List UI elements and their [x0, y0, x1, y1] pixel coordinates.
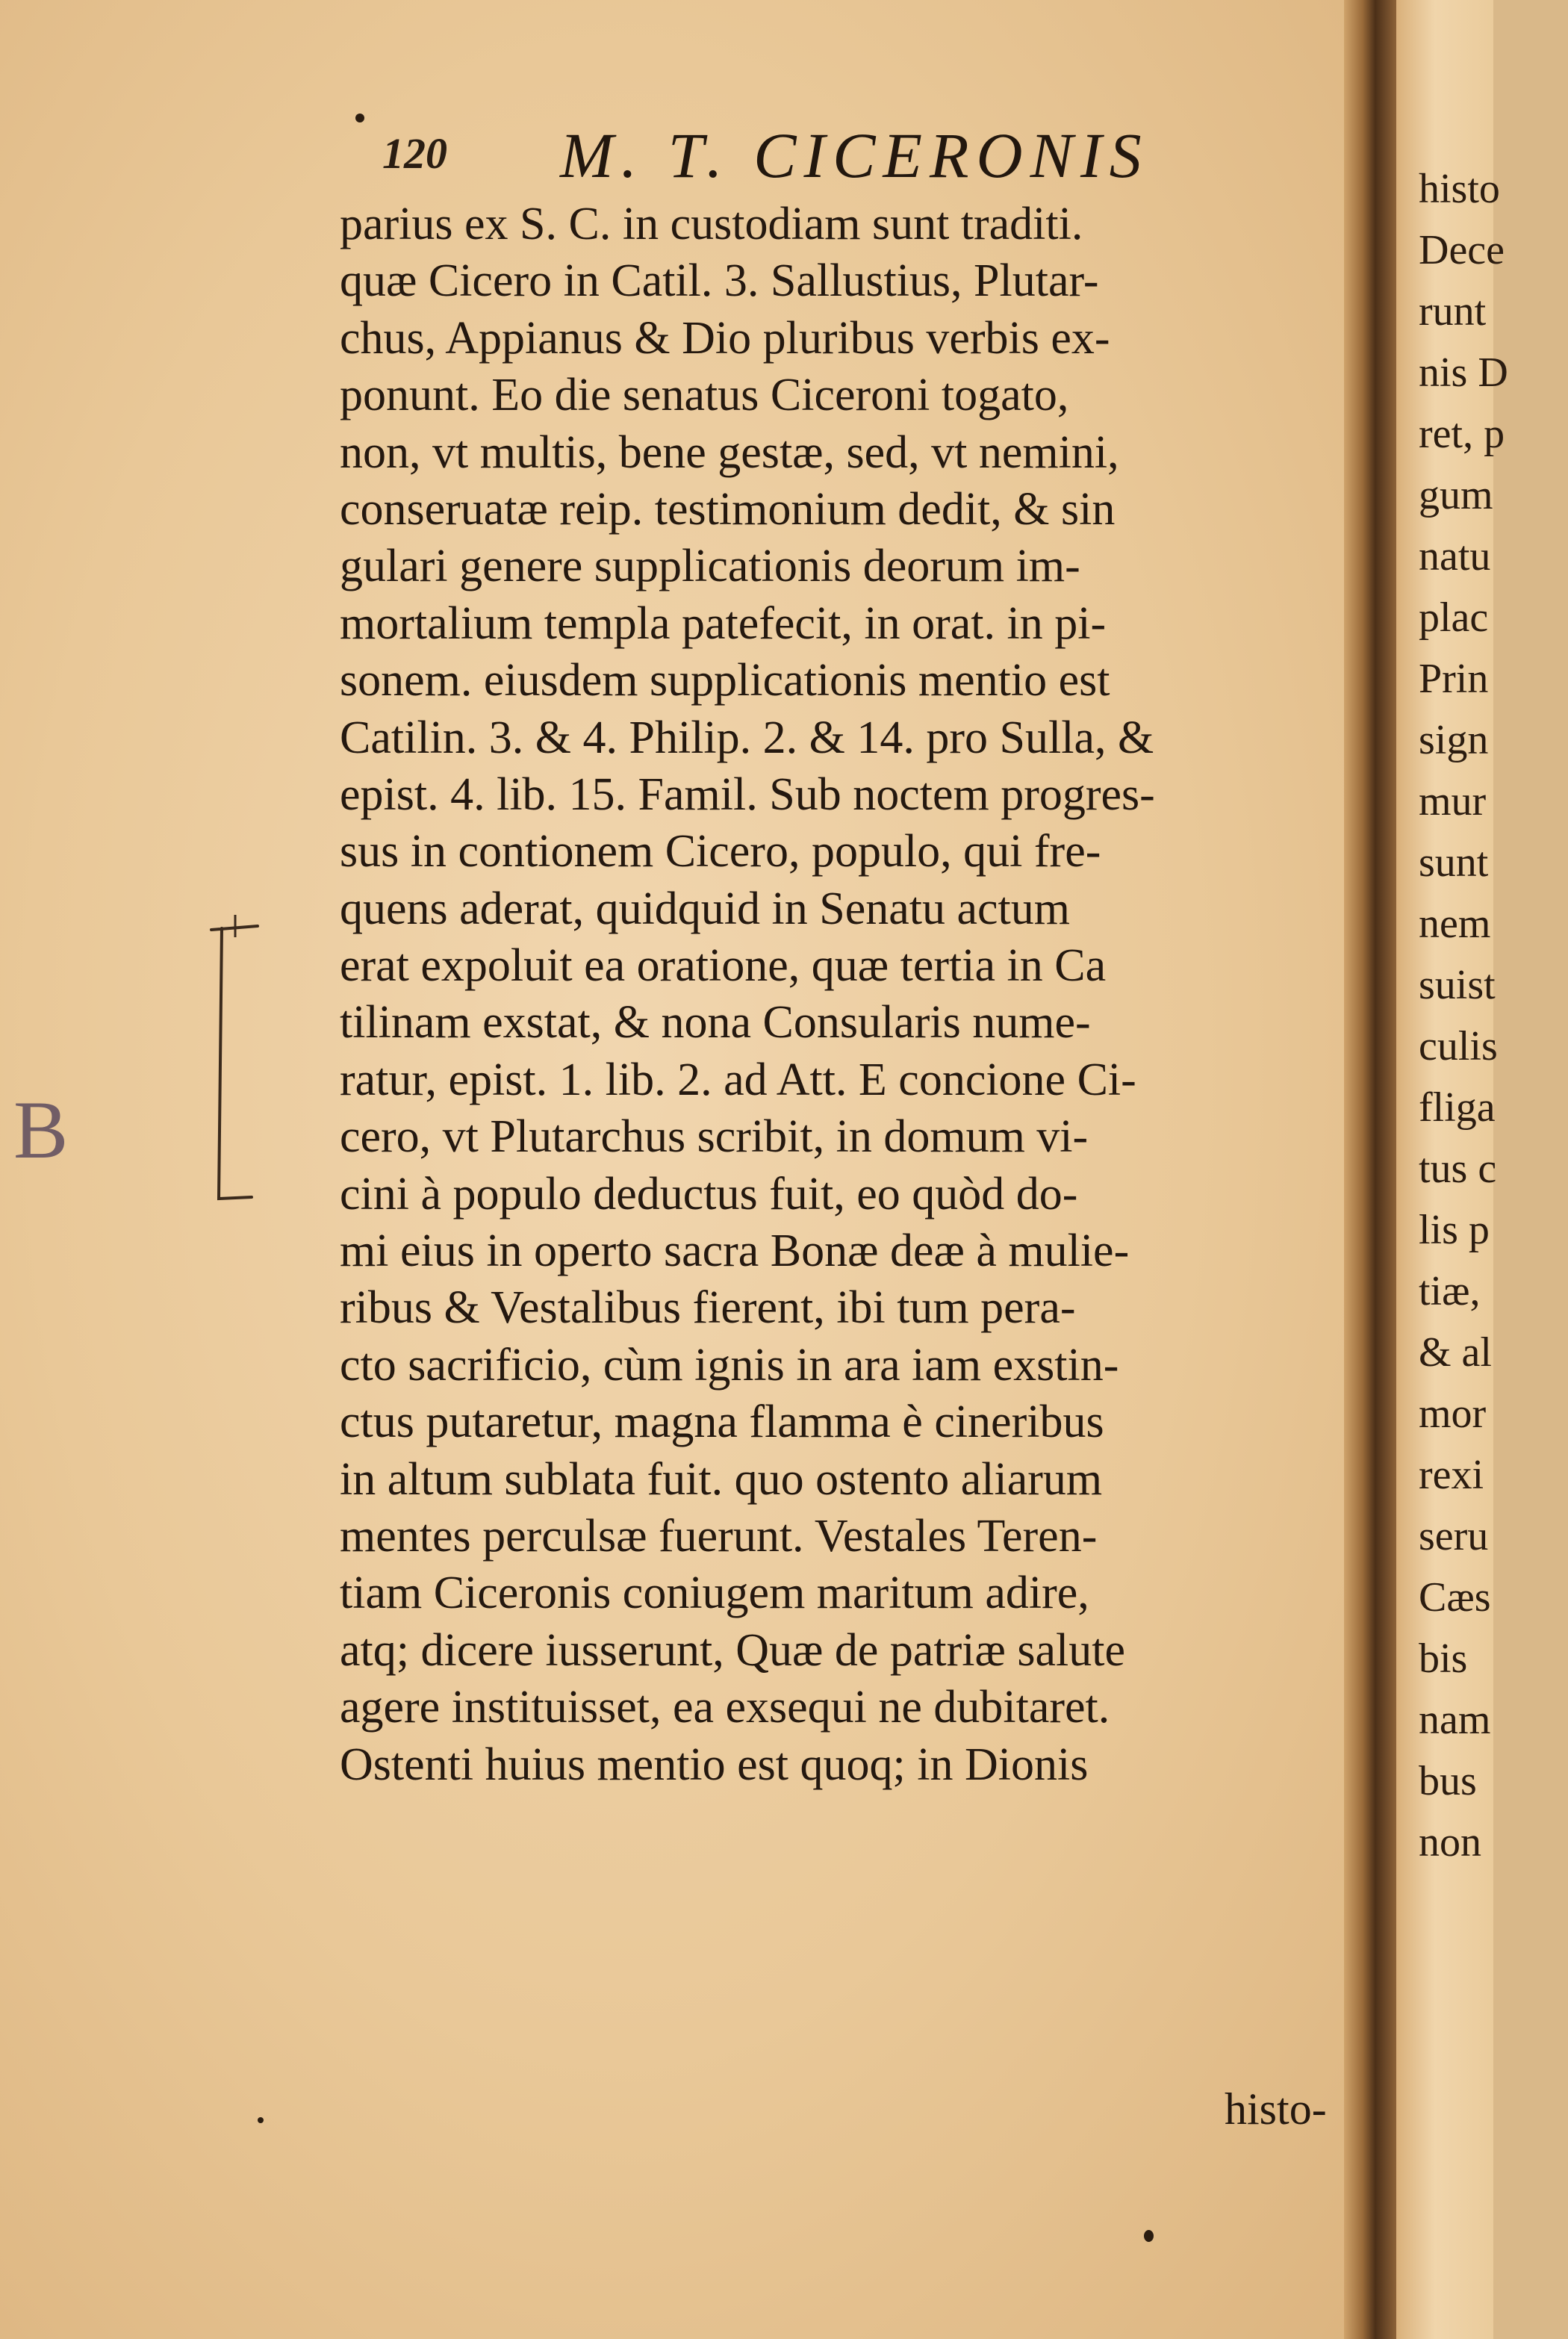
- facing-text-fragment: & al: [1419, 1329, 1492, 1376]
- text-line: sus in contionem Cicero, populo, qui fre-: [340, 826, 1101, 877]
- text-line: non, vt multis, bene gestæ, sed, vt nemini,: [340, 426, 1119, 478]
- text-line: ctus putaretur, magna flamma è cineribus: [340, 1397, 1104, 1448]
- facing-text-fragment: nis D: [1419, 350, 1508, 396]
- text-line: cero, vt Plutarchus scribit, in domum vi-: [340, 1111, 1089, 1163]
- facing-text-fragment: Cæs: [1419, 1574, 1491, 1621]
- facing-text-fragment: suist: [1419, 962, 1496, 1008]
- text-line: mi eius in operto sacra Bonæ deæ à mulie-: [340, 1226, 1130, 1277]
- facing-text-fragment: natu: [1419, 533, 1491, 580]
- facing-text-fragment: tus c: [1419, 1146, 1497, 1192]
- book-gutter: [1344, 0, 1396, 2339]
- text-line: tilinam exstat, & nona Consularis nume-: [340, 997, 1091, 1049]
- facing-text-fragment: bus: [1419, 1758, 1477, 1804]
- text-line: atq; dicere iusserunt, Quæ de patriæ salute: [340, 1624, 1126, 1676]
- page-number: 120: [382, 129, 447, 178]
- facing-text-fragment: tiæ,: [1419, 1268, 1481, 1314]
- facing-text-fragment: mur: [1419, 778, 1487, 824]
- facing-text-fragment: mor: [1419, 1391, 1487, 1437]
- ink-speck: [1144, 2230, 1154, 2242]
- text-line: chus, Appianus & Dio pluribus verbis ex-: [340, 312, 1110, 364]
- catchword: histo-: [1225, 2084, 1327, 2134]
- text-line: ribus & Vestalibus fierent, ibi tum pera-: [340, 1282, 1076, 1334]
- margin-bracket-mark: [205, 915, 265, 1206]
- facing-text-fragment: culis: [1419, 1023, 1498, 1069]
- text-line: ratur, epist. 1. lib. 2. ad Att. E concione Ci-: [340, 1054, 1136, 1105]
- margin-handwritten-initial: B: [13, 1084, 69, 1175]
- text-line: agere instituisset, ea exsequi ne dubitaret.: [340, 1682, 1110, 1733]
- facing-text-fragment: non: [1419, 1819, 1481, 1866]
- ink-speck: [258, 2117, 264, 2123]
- text-line: cto sacrificio, cùm ignis in ara iam exstin-: [340, 1339, 1119, 1391]
- body-text: [340, 196, 1340, 1793]
- facing-text-fragment: rexi: [1419, 1452, 1484, 1498]
- facing-text-fragment: seru: [1419, 1513, 1489, 1559]
- facing-text-fragment: fliga: [1419, 1084, 1496, 1131]
- page-header: [373, 112, 1254, 194]
- text-line: conseruatæ reip. testimonium dedit, & sin: [340, 483, 1116, 535]
- facing-text-fragment: Dece: [1419, 227, 1505, 273]
- facing-text-fragment: ret, p: [1419, 411, 1505, 457]
- facing-text-fragment: histo: [1419, 166, 1500, 212]
- text-line: gulari genere supplicationis deorum im-: [340, 541, 1080, 592]
- text-line: Ostenti huius mentio est quoq; in Dionis: [340, 1739, 1089, 1790]
- facing-text-fragment: runt: [1419, 288, 1487, 335]
- facing-text-fragment: nem: [1419, 901, 1491, 947]
- facing-text-fragment: Prin: [1419, 656, 1489, 702]
- text-line: tiam Ciceronis coniugem maritum adire,: [340, 1568, 1089, 1619]
- facing-text-fragment: plac: [1419, 594, 1489, 641]
- text-line: cini à populo deductus fuit, eo quòd do-: [340, 1168, 1078, 1220]
- text-line: in altum sublata fuit. quo ostento aliarum: [340, 1453, 1103, 1505]
- text-line: quens aderat, quidquid in Senatu actum: [340, 883, 1070, 934]
- facing-text-fragment: bis: [1419, 1636, 1468, 1682]
- text-line: parius ex S. C. in custodiam sunt traditi.: [340, 199, 1083, 249]
- text-line: ponunt. Eo die senatus Ciceroni togato,: [340, 370, 1069, 421]
- facing-page-text: [1419, 158, 1568, 1873]
- facing-text-fragment: sunt: [1419, 839, 1489, 886]
- facing-text-fragment: lis p: [1419, 1207, 1490, 1253]
- facing-text-fragment: nam: [1419, 1697, 1491, 1743]
- text-line: Catilin. 3. & 4. Philip. 2. & 14. pro Sulla, &: [340, 712, 1154, 763]
- text-line: mentes perculsæ fuerunt. Vestales Teren-: [340, 1510, 1098, 1562]
- facing-text-fragment: gum: [1419, 472, 1493, 518]
- text-line: erat expoluit ea oratione, quæ tertia in Ca: [340, 940, 1107, 992]
- text-line: quæ Cicero in Catil. 3. Sallustius, Plutar-: [340, 255, 1099, 307]
- facing-text-fragment: sign: [1419, 717, 1489, 763]
- running-title: M. T. CICERONIS: [560, 119, 1149, 191]
- text-line: mortalium templa patefecit, in orat. in pi-: [340, 597, 1107, 649]
- ink-speck: [355, 114, 364, 122]
- text-line: sonem. eiusdem supplicationis mentio est: [340, 655, 1110, 706]
- facing-page-edge: [1396, 0, 1508, 2339]
- text-line: epist. 4. lib. 15. Famil. Sub noctem progres-: [340, 768, 1155, 820]
